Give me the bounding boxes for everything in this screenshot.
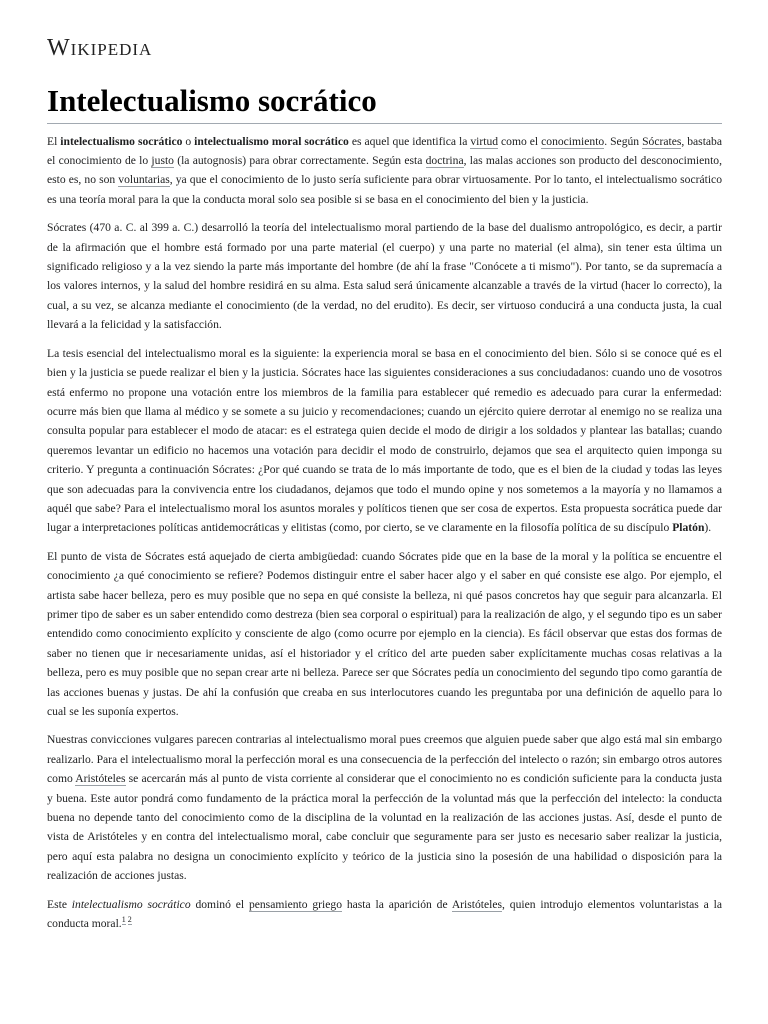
paragraph-tesis [47, 344, 722, 538]
link-conocimiento[interactable]: conocimiento [541, 134, 605, 148]
text: Este [47, 897, 72, 911]
link-voluntarias[interactable]: voluntarias [118, 173, 170, 187]
text: La tesis esencial del intelectualismo moral es la siguiente: la experiencia moral se basa en el conocimiento del bien. Sólo si se conoce qué es el bien y la justicia se puede realizar el bien y la justicia. Sócrates hace las siguientes consideraciones a sus conciudadanos: cuando uno de vosotros está enfermo no propone una votación entre los miembros de la familia para establecer qué remedio es adecuado para curar la enfermedad: ocurre más bien que llama al médico y se somete a su juicio y recomendaciones; cuando un ejército quiere derrotar al enemigo no se realiza una consulta popular para establecer el modo de atacar: es el estratega quien decide el modo de dirigir a los soldados y plantear las batallas; cuando queremos levantar un edificio no hacemos una votación para decidir el modo de construirlo, dejamos que sea el arquitecto quien imponga su criterio. Y pregunta a continuación Sócrates: ¿Por qué cuando se trata de lo más importante de todo, que es el bien de la ciudad y todas las leyes que son adecuadas para la convivencia entre los ciudadanos, dejamos que todo el mundo opine y nos sometemos a la mayoría y no llamamos a aquél que sabe? Para el intelectualismo moral los asuntos morales y políticos tienen que ser cosa de expertos. Esta propuesta socrática puede dar lugar a interpretaciones políticas antidemocráticas y elitistas (como, por cierto, se ve claramente en la filosofía política de su discípulo [47, 346, 722, 535]
link-pensamiento-griego[interactable]: pensamiento griego [248, 897, 342, 911]
link-socrates[interactable]: Sócrates [642, 134, 682, 148]
wikipedia-logo[interactable]: Wikipedia [47, 35, 153, 61]
text: ). [704, 521, 712, 535]
text: Nuestras convicciones vulgares parecen contrarias al intelectualismo moral pues creemos que alguien puede saber que algo está mal sin embargo realizarlo. Para el intelectualismo moral la perfección moral es una consecuencia de la perfección del intelecto o razón; sin embargo otros autores como [47, 733, 722, 786]
link-aristoteles[interactable]: Aristóteles [451, 897, 503, 911]
text: se acercarán más al punto de vista corriente al considerar que el conocimiento no es condición suficiente para la conducta justa y buena. Este autor pondrá como fundamento de la práctica moral la perfección de la voluntad más que la perfección del intelecto: la conducta buena no depende tanto del conocimiento como de la disciplina de la voluntad en la realización de las acciones justas. Así, desde el punto de vista de Aristóteles y en contra del intelectualismo moral, cabe concluir que seguramente para ser justo es necesario saber realizar la justicia, pero aquí esta palabra no designa un conocimiento explícito y teórico de la justicia sino la posesión de una habilidad o disposición para la realización de acciones justas. [47, 772, 722, 883]
text: (la autognosis) para obrar correctamente. Según esta [173, 154, 426, 168]
link-doctrina[interactable]: doctrina [425, 154, 464, 168]
reference-2[interactable]: 2 [127, 915, 132, 925]
reference-1[interactable]: 1 [121, 915, 126, 925]
bold-term: intelectualismo moral socrático [194, 134, 349, 148]
link-justo[interactable]: justo [151, 154, 174, 168]
text: como el [498, 134, 542, 148]
text: dominó el [190, 897, 249, 911]
link-aristoteles[interactable]: Aristóteles [75, 772, 126, 786]
text: , bastaba el conocimiento de lo [47, 134, 722, 168]
text: , ya que el conocimiento de lo justo sería suficiente para obrar virtuosamente. Por lo tanto, el intelectualismo socrático es una teoría moral para la que la conducta moral solo sea posible si se basa en el conocimiento del bien y la justicia. [47, 173, 722, 206]
paragraph-dominio [47, 895, 722, 934]
article-body [47, 132, 722, 934]
paragraph-dualismo: Sócrates (470 a. C. al 399 a. C.) desarrolló la teoría del intelectualismo moral partiendo de la base del dualismo antropológico, es decir, a partir de la afirmación que el hombre está formado por una parte material (el cuerpo) y una parte no material (el alma), sin tener esta última un significado religioso y a la vez siendo la parte más importante del hombre (de ahí la frase "Conócete a ti mismo"). Por tanto, se da supremacía a los valores internos, y la salud del hombre residirá en su alma. Esta salud será únicamente alcanzable a través de la virtud (hacer lo correcto), la cual, a su vez, se alcanza mediante el conocimiento (de la verdad, no del erudito). Es decir, ser virtuoso conducirá a una conducta justa, la cual llevará a la felicidad y la satisfacción. [47, 221, 722, 332]
text: El [47, 134, 61, 148]
paragraph-ambiguedad: El punto de vista de Sócrates está aquejado de cierta ambigüedad: cuando Sócrates pide que en la base de la moral y la política se encuentre el conocimiento ¿a qué conocimiento se refiere? Podemos distinguir entre el saber hacer algo y el saber en qué consiste ese algo. Por ejemplo, el artista sabe hacer belleza, pero es muy posible que no sepa en qué consiste la belleza, ni qué pasos concretos hay que seguir para alcanzarla. El primer tipo de saber es un saber entendido como destreza (bien sea corporal o espiritual) para la realización de algo, y el segundo tipo es un saber entendido como conocimiento explícito y consciente de algo (como ocurre por ejemplo en la ciencia). Es fácil observar que estas dos formas de saber no tienen que ir necesariamente unidas, así el historiador y el crítico del arte pueden saber explícitamente muchas cosas relativas a la belleza, pero es muy posible que no sepan crear arte ni belleza. Parece ser que Sócrates pedía un conocimiento del segundo tipo como garantía de las acciones buenas y justas. De ahí la confusión que creaba en sus interlocutores cuando les preguntaba por una definición de aquello para lo cual se les suponía expertos. [47, 549, 722, 719]
paragraph-intro [47, 132, 722, 210]
text: es aquel que identifica la [348, 134, 471, 148]
link-virtud[interactable]: virtud [470, 134, 499, 148]
italic-term: intelectualismo socrático [71, 897, 191, 911]
text: o [182, 134, 195, 148]
text: , quien introdujo elementos voluntaristas a la conducta moral. [47, 897, 722, 931]
text: . Según [604, 134, 643, 148]
reference-marks [122, 915, 132, 925]
text: , las malas acciones son producto del desconocimiento, esto es, no son [47, 154, 722, 187]
text: hasta la aparición de [342, 897, 452, 911]
paragraph-convicciones [47, 730, 722, 885]
page-title: Intelectualismo socrático [47, 83, 722, 124]
bold-term: intelectualismo socrático [60, 134, 183, 148]
bold-term: Platón [672, 521, 705, 535]
